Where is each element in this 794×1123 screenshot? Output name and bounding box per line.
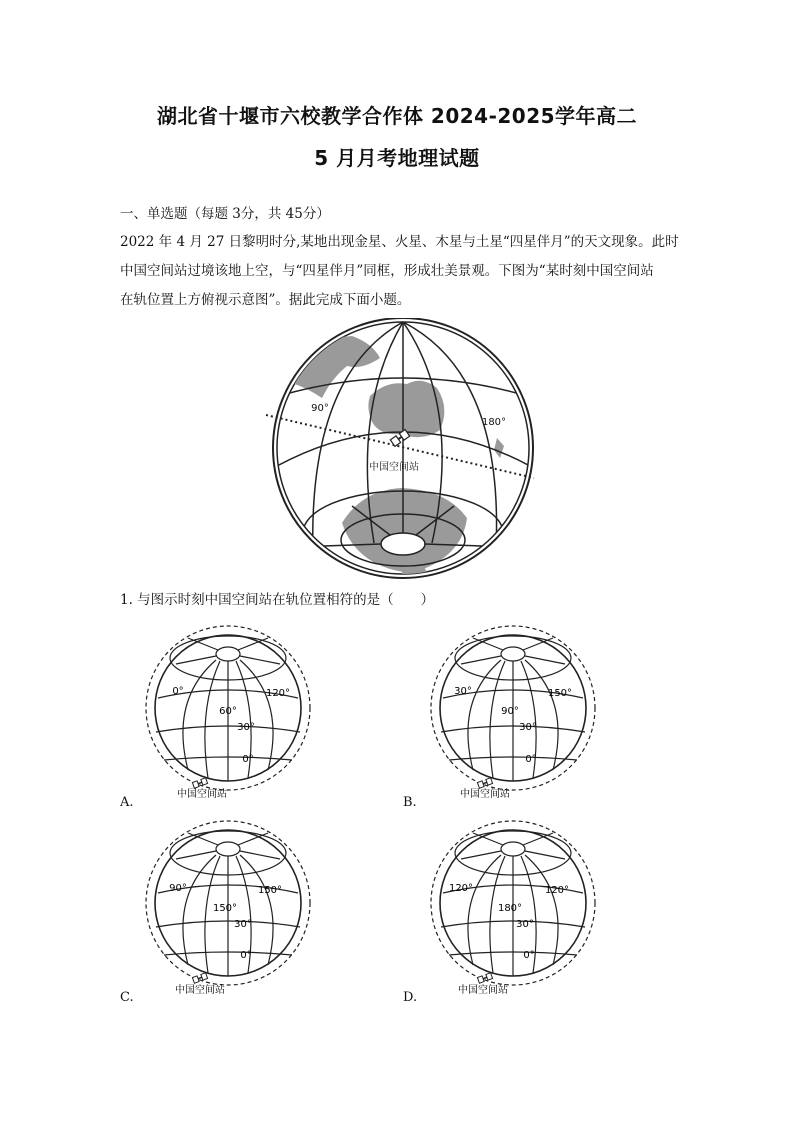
lat-30-label: 30° <box>237 722 255 733</box>
land-antarctica <box>342 488 467 573</box>
lat-0-label: 0° <box>525 754 537 765</box>
meridian-line <box>525 851 565 859</box>
station-label: 中国空间站 <box>458 985 508 995</box>
meridian-line <box>461 656 501 664</box>
station-label: 中国空间站 <box>369 462 419 473</box>
lon-right-label: 120° <box>265 688 291 699</box>
lon-left-label: 90° <box>169 883 187 894</box>
meridian-line <box>461 851 501 859</box>
option-d-letter[interactable]: D. <box>403 990 418 1005</box>
space-station-icon <box>192 778 207 788</box>
option-b-letter[interactable]: B. <box>403 795 417 810</box>
solar-panel <box>486 778 493 785</box>
main-globe-figure <box>262 318 542 583</box>
lat-30-label: 30° <box>234 919 252 930</box>
meridian-line <box>240 851 280 859</box>
meridian-line <box>183 660 216 770</box>
lat-0-label: 0° <box>240 950 252 961</box>
lat-0-label: 0° <box>523 950 535 961</box>
solar-panel <box>477 976 484 983</box>
lon-center-label: 180° <box>497 903 523 914</box>
space-station-icon <box>192 973 207 983</box>
question-1: 1. 与图示时刻中国空间站在轨位置相符的是（ ） <box>120 592 435 608</box>
north-pole-circle <box>216 647 240 661</box>
passage-line: 中国空间站过境该地上空，与“四星伴月”同框，形成壮美景观。下图为“某时刻中国空间站 <box>120 263 654 279</box>
passage <box>120 228 680 315</box>
option-c-letter[interactable]: C. <box>120 990 134 1005</box>
station-body <box>483 977 487 978</box>
lon-right-label: 120° <box>544 885 570 896</box>
title-line-2: 5 月月考地理试题 <box>314 146 480 170</box>
solar-panel <box>192 781 199 788</box>
passage-line: 在轨位置上方俯视示意图”。据此完成下面小题。 <box>120 292 411 308</box>
station-label: 中国空间站 <box>460 789 510 800</box>
space-station-icon <box>477 973 492 983</box>
meridian-line <box>183 855 216 965</box>
solar-panel <box>477 781 484 788</box>
passage-line: 2022 年 4 月 27 日黎明时分,某地出现金星、火星、木星与土星“四星伴月”的天文现象。此时 <box>120 234 679 250</box>
lat-30-label: 30° <box>516 919 534 930</box>
option-globe-c <box>140 815 320 995</box>
station-label: 中国空间站 <box>175 985 225 995</box>
solar-panel <box>192 976 199 983</box>
space-station-icon <box>477 778 492 788</box>
meridian-line <box>468 855 501 965</box>
lon-left-label: 0° <box>172 686 184 697</box>
south-pole-circle <box>381 533 425 555</box>
lon-center-label: 90° <box>501 706 519 717</box>
section-heading: 一、单选题（每题 3分，共 45分） <box>120 206 330 222</box>
station-body <box>198 782 202 783</box>
north-pole-circle <box>501 842 525 856</box>
lon-label-left: 90° <box>311 403 329 414</box>
meridian-line <box>176 656 216 664</box>
meridian-line <box>525 656 565 664</box>
meridian-line <box>525 855 558 965</box>
solar-panel <box>486 973 493 980</box>
solar-panel <box>201 973 208 980</box>
lon-center-label: 60° <box>219 706 237 717</box>
meridian-line <box>468 660 501 770</box>
title-line-1: 湖北省十堰市六校教学合作体 2024-2025学年高二 <box>156 104 638 128</box>
station-label: 中国空间站 <box>177 789 227 800</box>
meridian-line <box>240 656 280 664</box>
option-globe-b <box>425 620 605 800</box>
station-body <box>483 782 487 783</box>
land-newzealand <box>494 438 504 458</box>
option-globe-d <box>425 815 605 995</box>
station-body <box>198 977 202 978</box>
meridian-line <box>176 851 216 859</box>
north-pole-circle <box>501 647 525 661</box>
lon-left-label: 120° <box>448 883 474 894</box>
lon-right-label: 150° <box>257 885 283 896</box>
meridian-line <box>240 855 273 965</box>
solar-panel <box>201 778 208 785</box>
lon-left-label: 30° <box>454 686 472 697</box>
lon-right-label: 150° <box>547 688 573 699</box>
lat-30-label: 30° <box>519 722 537 733</box>
lon-center-label: 150° <box>212 903 238 914</box>
north-pole-circle <box>216 842 240 856</box>
option-a-letter[interactable]: A. <box>120 795 134 810</box>
lat-0-label: 0° <box>242 754 254 765</box>
lon-label-right: 180° <box>481 417 507 428</box>
option-globe-a <box>140 620 320 800</box>
